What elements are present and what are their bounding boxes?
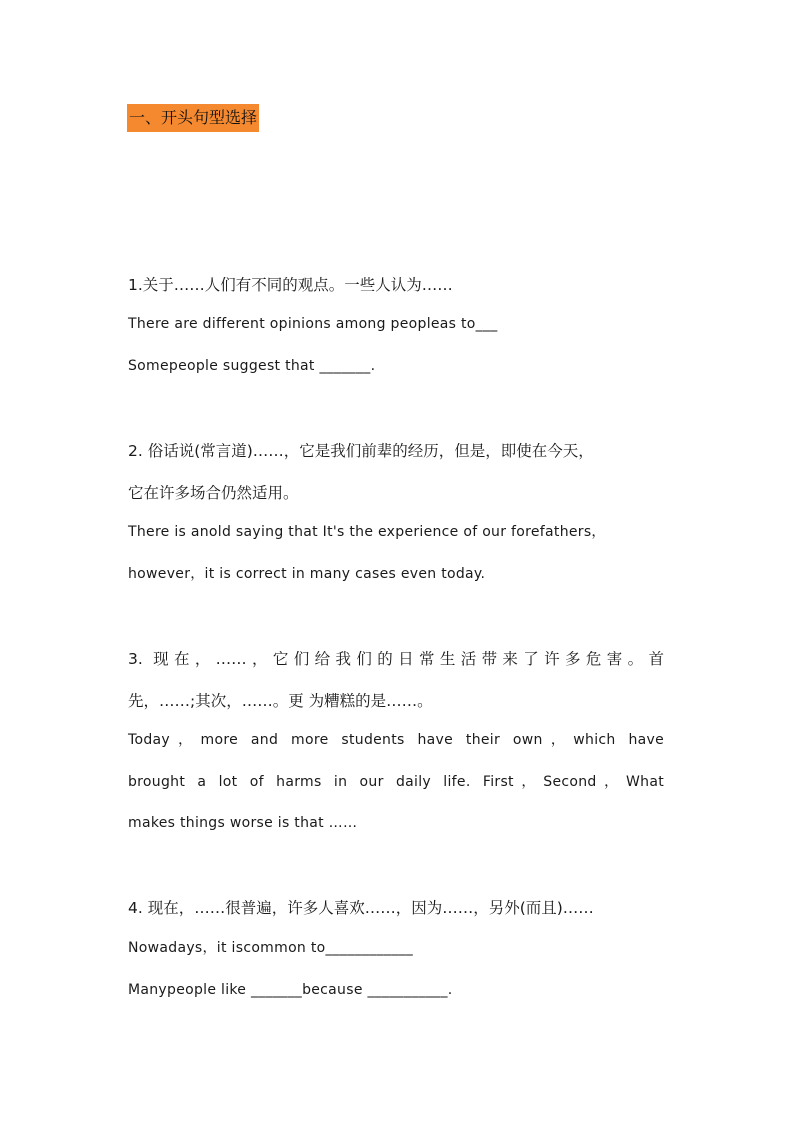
item-2-en-line-1: There is anold saying that It's the experience of our forefathers，	[128, 524, 606, 540]
item-4-en-line-2: Manypeople like _______because ___________.	[128, 982, 453, 998]
item-1-en-line-2: Somepeople suggest that _______.	[128, 358, 376, 374]
item-2-zh-line-2: 它在许多场合仍然适用。	[128, 484, 299, 502]
item-3-en-line-2: brought a lot of harms in our daily life. First，Second，What	[128, 774, 664, 790]
item-3-zh-line-2: 先，……;其次，……。更 为糟糕的是……。	[128, 692, 433, 710]
item-2-zh-line-1: 2. 俗话说(常言道)……，它是我们前辈的经历，但是，即使在今天，	[128, 442, 594, 460]
item-1-en-line-1: There are different opinions among peopleas to___	[128, 316, 498, 332]
item-4-en-line-1: Nowadays，it iscommon to____________	[128, 940, 414, 956]
item-1-zh-line-1: 1.关于……人们有不同的观点。一些人认为……	[128, 276, 453, 294]
item-3-en-line-1: Today，more and more students have their own，which have	[128, 732, 664, 748]
item-4-zh-line-1: 4. 现在，……很普遍，许多人喜欢……，因为……，另外(而且)……	[128, 899, 594, 917]
item-3-en-line-3: makes things worse is that ……	[128, 815, 358, 831]
item-3-zh-line-1: 3. 现在，……，它们给我们的日常生活带来了许多危害。首	[128, 650, 664, 668]
item-2-en-line-2: however，it is correct in many cases even today.	[128, 566, 486, 582]
section-heading: 一、开头句型选择	[127, 104, 259, 132]
